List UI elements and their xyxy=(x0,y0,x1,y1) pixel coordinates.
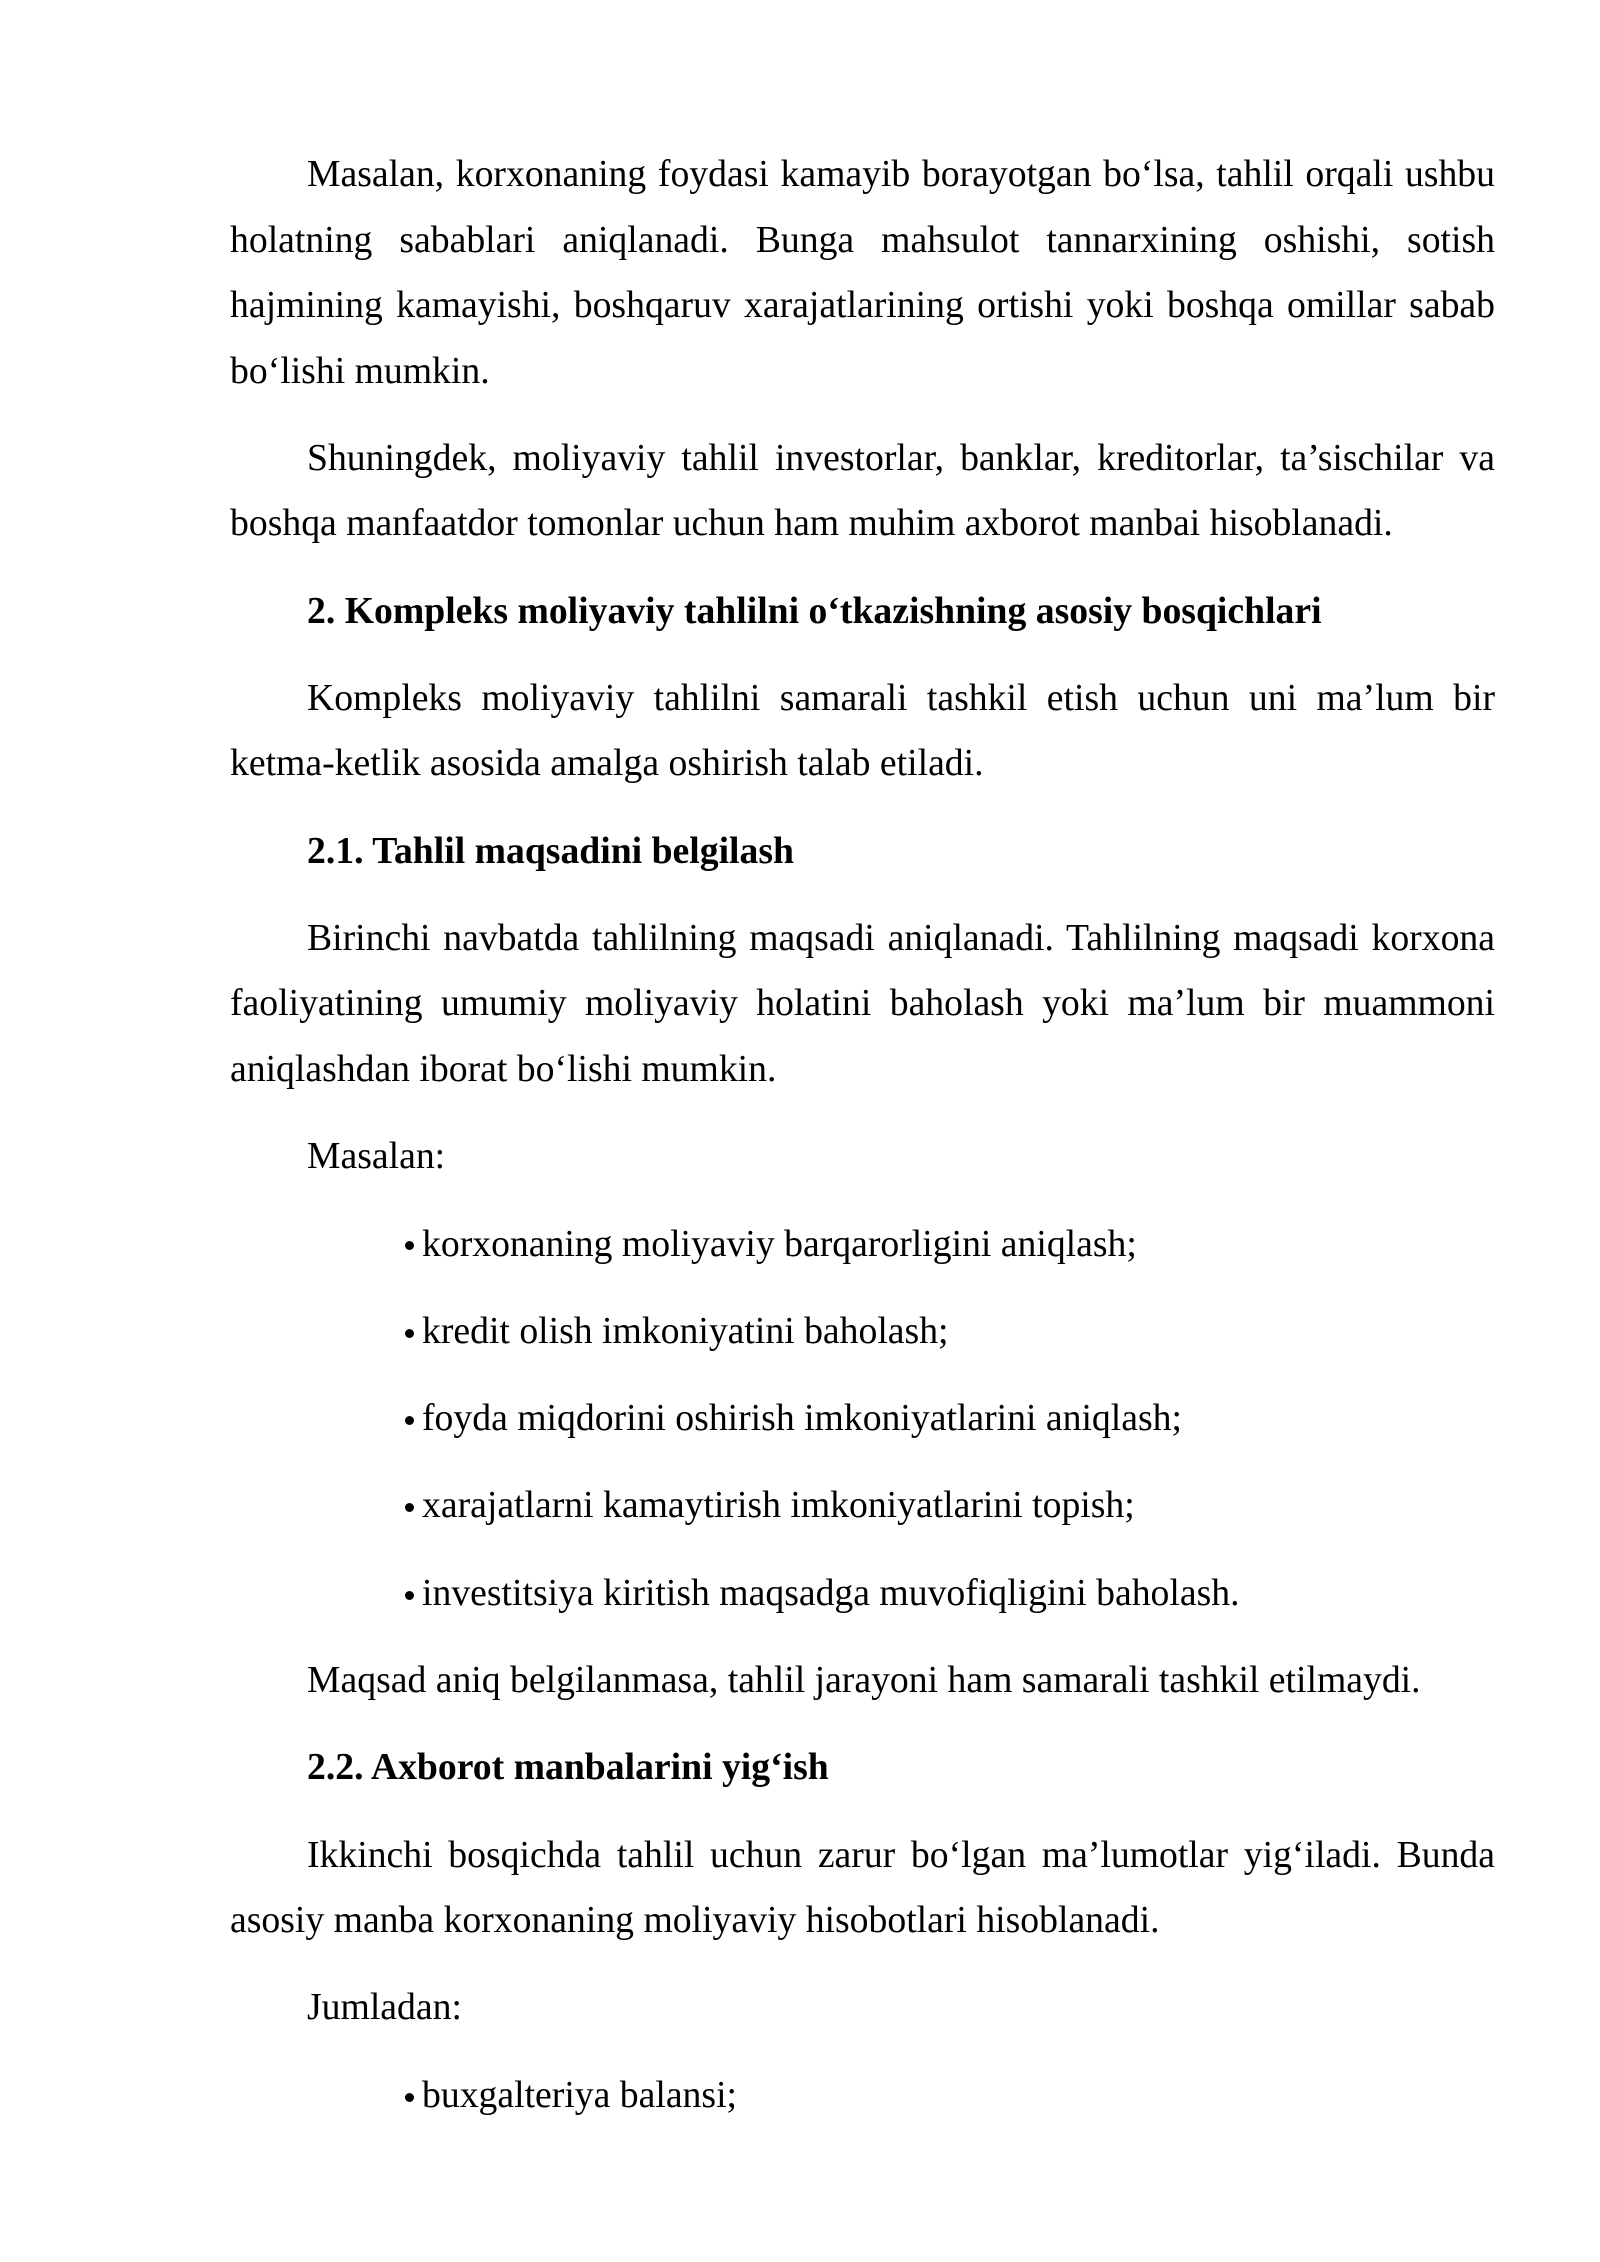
list-item-line xyxy=(230,1561,1495,1627)
list-item-line xyxy=(230,1473,1495,1539)
list-item-line xyxy=(230,1212,1495,1278)
list-item-text: foyda miqdorini oshirish imkoniyatlarini aniqlash; xyxy=(422,1397,1182,1440)
paragraph-line: Masalan, korxonaning foydasi kamayib borayotgan bo‘lsa, tahlil orqali ushbu xyxy=(307,153,1495,195)
bullet-marker xyxy=(405,2093,414,2102)
list-item-text: investitsiya kiritish maqsadga muvofiqligini baholash. xyxy=(422,1571,1240,1614)
list-item-text: xarajatlarni kamaytirish imkoniyatlarini topish; xyxy=(422,1484,1135,1527)
paragraph-line: boshqa manfaatdor tomonlar uchun ham muhim axborot manbai hisoblanadi. xyxy=(230,502,1393,545)
paragraph-line: Shuningdek, moliyaviy tahlil investorlar, banklar, kreditorlar, ta’sischilar va xyxy=(307,436,1495,479)
paragraph-line: hajmining kamayishi, boshqaruv xarajatlarining ortishi yoki boshqa omillar sabab xyxy=(230,284,1495,326)
list-item xyxy=(230,1473,1495,1539)
paragraph-line: aniqlashdan iborat bo‘lishi mumkin. xyxy=(230,1047,777,1090)
paragraph-conclusion xyxy=(230,1648,1495,1714)
list-item xyxy=(230,1561,1495,1627)
bullet-marker xyxy=(405,1241,414,1250)
section-heading xyxy=(230,579,1495,645)
list-intro xyxy=(230,1975,1495,2041)
list-item-text: korxonaning moliyaviy barqarorligini aniqlash; xyxy=(422,1222,1137,1265)
paragraph-intro xyxy=(230,666,1495,797)
bullet-marker xyxy=(405,1591,414,1600)
list-item xyxy=(230,1386,1495,1452)
list-item-line xyxy=(230,1299,1495,1365)
bullet-marker xyxy=(405,1329,414,1338)
paragraph-line: Jumladan: xyxy=(307,1986,462,2029)
subsection-heading xyxy=(230,819,1495,885)
list-item-text: kredit olish imkoniyatini baholash; xyxy=(422,1309,949,1352)
paragraph-line: Birinchi navbatda tahlilning maqsadi aniqlanadi. Tahlilning maqsadi korxona xyxy=(307,916,1495,959)
paragraph-line: Ikkinchi bosqichda tahlil uchun zarur bo‘lgan ma’lumotlar yig‘iladi. Bunda xyxy=(307,1833,1495,1876)
paragraph-goal xyxy=(230,906,1495,1103)
list-item xyxy=(230,1212,1495,1278)
paragraph-line: bo‘lishi mumkin. xyxy=(230,349,490,392)
list-item-line xyxy=(230,1386,1495,1452)
list-item-text: buxgalteriya balansi; xyxy=(422,2073,738,2116)
paragraph-line: Masalan: xyxy=(307,1135,446,1178)
paragraph-line: asosiy manba korxonaning moliyaviy hisobotlari hisoblanadi. xyxy=(230,1899,1160,1942)
bullet-marker xyxy=(405,1503,414,1512)
list-intro xyxy=(230,1124,1495,1190)
paragraph-line: Maqsad aniq belgilanmasa, tahlil jarayoni ham samarali tashkil etilmaydi. xyxy=(307,1659,1421,1702)
heading-text: 2.1. Tahlil maqsadini belgilash xyxy=(307,829,794,872)
heading-text: 2. Kompleks moliyaviy tahlilni o‘tkazishning asosiy bosqichlari xyxy=(307,589,1322,632)
list-item xyxy=(230,1299,1495,1365)
heading-text: 2.2. Axborot manbalarini yig‘ish xyxy=(307,1746,829,1789)
paragraph-line: Kompleks moliyaviy tahlilni samarali tashkil etish uchun uni ma’lum bir xyxy=(307,676,1495,719)
subsection-heading xyxy=(230,1735,1495,1801)
list-item xyxy=(230,2063,1495,2129)
paragraph-line: holatning sabablari aniqlanadi. Bunga mahsulot tannarxining oshishi, sotish xyxy=(230,218,1495,261)
list-item-line xyxy=(230,2063,1495,2129)
paragraph-line: faoliyatining umumiy moliyaviy holatini baholash yoki ma’lum bir muammoni xyxy=(230,982,1495,1025)
bullet-marker xyxy=(405,1416,414,1425)
paragraph-stakeholders xyxy=(230,426,1495,557)
paragraph-sources xyxy=(230,1823,1495,1954)
paragraph-line: ketma-ketlik asosida amalga oshirish talab etiladi. xyxy=(230,742,984,785)
paragraph-example xyxy=(230,142,1495,404)
